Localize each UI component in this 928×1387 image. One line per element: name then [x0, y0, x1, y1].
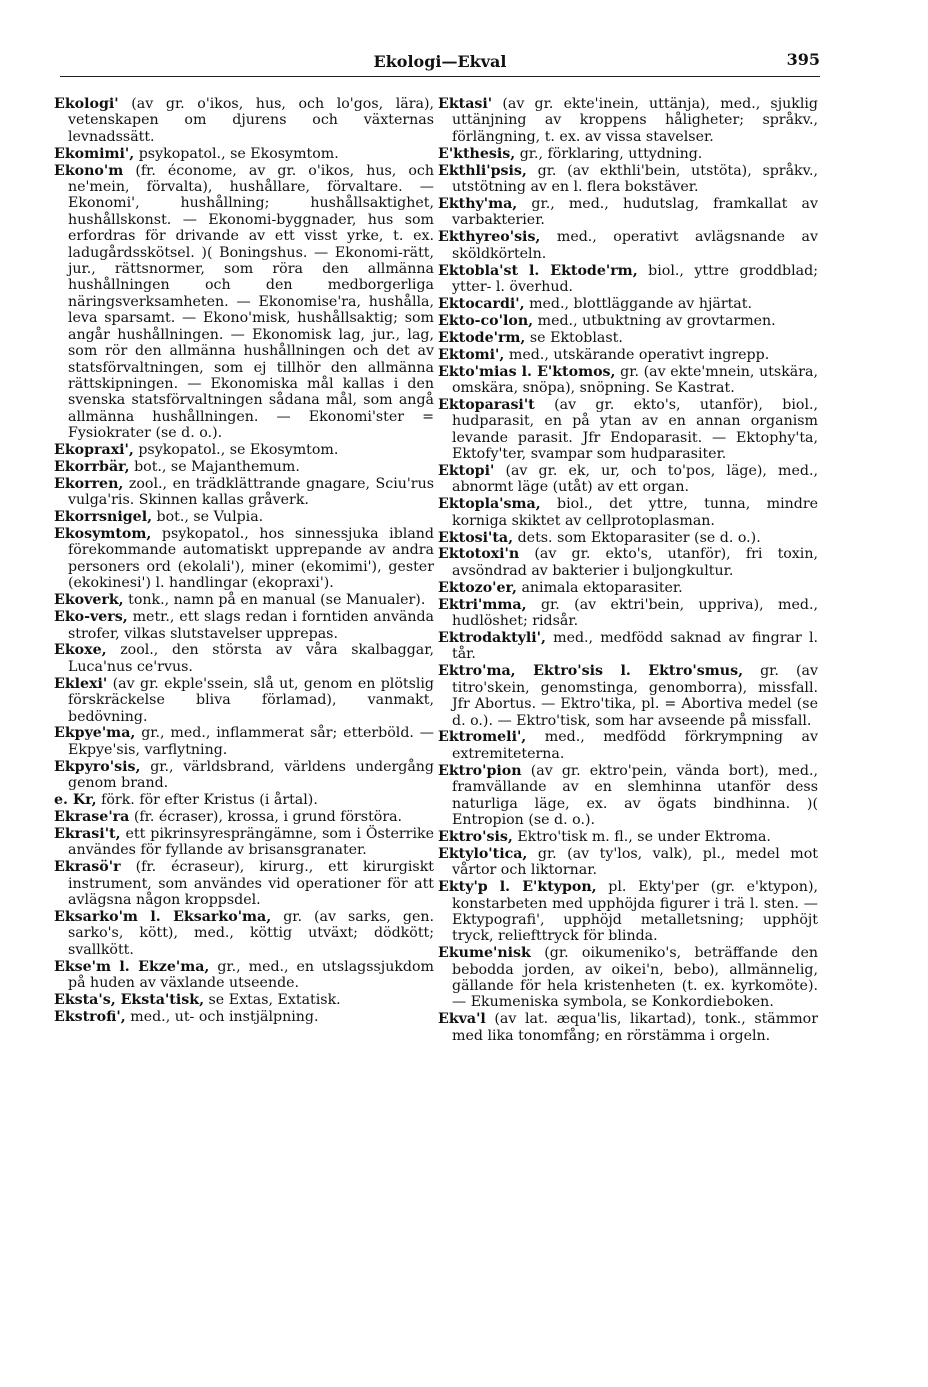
definition: (av gr. ekte'inein, uttänja), med., sjuklig uttänjning av kroppens håligheter; språkv., förlängning, t. ex. av vissa stavelser. — [452, 96, 818, 145]
dictionary-entry — [438, 546, 818, 579]
definition: pl. Ekty'per (gr. e'ktypon), konstarbeten med upphöjda figurer i trä l. sten. — Ektypografi', upphöjd metalletsning; upphöjt tryck, reliefttryck för blinda. — [452, 879, 818, 945]
dictionary-entry — [438, 146, 818, 162]
headword: Ektobla'st l. Ektode'rm, — [438, 262, 638, 279]
headword: Ekthyreo'sis, — [438, 229, 541, 246]
dictionary-entry — [54, 725, 434, 758]
definition: psykopatol., se Ekosymtom. — [138, 145, 339, 162]
headword: Ekoverk, — [54, 592, 124, 609]
definition: biol., det yttre, tunna, mindre korniga skiktet av cellprotoplasman. — [452, 496, 819, 529]
dictionary-entry — [54, 526, 434, 592]
dictionary-entry — [54, 792, 434, 808]
definition: (av lat. æqua'lis, likartad), tonk., stämmor med lika tonomfång; en rörstämma i orgeln. — [452, 1011, 818, 1044]
dictionary-entry — [438, 1011, 818, 1044]
headword: Ekthy'ma, — [438, 195, 518, 212]
definition: (av gr. ekto's, utanför), biol., hudparasit, en på ytan av en annan organism levande parasit. Jfr Endoparasit. — Ektophy'ta, Ektofy'ter, svampar som hudparasiter. — [452, 396, 819, 463]
definition: (av gr. o'ikos, hus, och lo'gos, lära), vetenskapen om djurens och växternas levnadssätt. — [68, 96, 435, 145]
dictionary-entry — [438, 846, 818, 879]
headword: Ekto'mias l. E'ktomos, — [438, 363, 616, 380]
dictionary-entry — [438, 496, 818, 529]
headword: Ekono'm — [54, 162, 124, 179]
dictionary-entry — [54, 476, 434, 509]
dictionary-entry — [438, 597, 818, 630]
dictionary-entry — [438, 663, 818, 729]
headword: Ekstrofi', — [54, 1008, 126, 1025]
definition: med., utskärande operativt ingrepp. — [508, 346, 770, 363]
headword: Ektoparasi't — [438, 396, 535, 413]
dictionary-entry — [438, 397, 818, 463]
headword: Ektopla'sma, — [438, 496, 541, 513]
definition: med., medfödd förkrympning av extremiteterna. — [452, 729, 818, 762]
headword: Ekorrbär, — [54, 458, 130, 475]
headword: Ekopraxi', — [54, 442, 134, 459]
definition: med., utbuktning av grovtarmen. — [537, 312, 776, 329]
dictionary-entry — [54, 1009, 434, 1025]
dictionary-entry — [54, 676, 434, 725]
dictionary-entry — [54, 442, 434, 458]
definition: psykopatol., hos sinnessjuka ibland förekommande automatiskt upprepande av andra personers ord (ekolali'), miner (ekomimi'), gester (ekokinesi') l. handlingar (ekopraxi'). — [68, 526, 434, 592]
headword: Ekrasö'r — [54, 859, 121, 876]
dictionary-entry — [54, 826, 434, 859]
headword: Eksta's, Eksta'tisk, — [54, 991, 205, 1008]
dictionary-entry — [438, 364, 818, 397]
dictionary-entry — [438, 296, 818, 312]
dictionary-entry — [54, 592, 434, 608]
definition: gr. (av titro'skein, genomstinga, genomborra), missfall. Jfr Abortus. — Ektro'tika, pl. = Abortiva medel (se d. o.). — Ektro'tisk, som har avseende på missfall. — [452, 663, 818, 729]
left-column — [54, 96, 434, 1026]
headword: Ekpye'ma, — [54, 725, 136, 742]
header-rule — [60, 76, 820, 77]
definition: med., blottläggande av hjärtat. — [529, 295, 752, 312]
headword: Ektotoxi'n — [438, 546, 520, 563]
definition: med., medfödd saknad av fingrar l. tår. — [452, 630, 818, 663]
running-title: Ekologi—Ekval — [373, 52, 507, 71]
headword: Eksarko'm l. Eksarko'ma, — [54, 908, 272, 925]
definition: gr. (av ty'los, valk), pl., medel mot vårtor och liktornar. — [452, 845, 818, 879]
headword: Ekume'nisk — [438, 945, 531, 962]
headword: Ekpyro'sis, — [54, 758, 141, 775]
definition: (gr. oikumeniko's, beträffande den bebodda jorden, av oikei'n, bebo), allmännelig, gällande för hela kristenheten (t. ex. kyrkomöte). — Ekumeniska symbola, se Konkordieboken. — [452, 945, 818, 1011]
headword: Ekthli'psis, — [438, 162, 527, 179]
definition: (fr. économe, av gr. o'ikos, hus, och ne'mein, förvalta), hushållare, förvaltare. — Ekonomi', hushållning; hushållsaktighet, hushållskonst. — Ekonomi-byggnader, hus som erfordras för drivande av ett visst yrke, t. ex. ladugårdsskötsel. )( Boningshus. — Ekonomi-rätt, jur., rättsnormer, som röra den allmänna hushållningen och den medborgerliga näringsverksamheten. — Ekonomise'ra, hushålla, leva sparsamt. — Ekono'misk, hushållsaktig; som angår hushållningen. — Ekonomisk lag, jur., lag, som rör den allmänna hushållningen och det av statsförvaltningen, som ej tillhör den allmänna rättskipningen. — Ekonomiska mål kallas i den svenska statsförvaltningen sådana mål, som angå allmänna hushållningen. — Ekonomi'ster = Fysiokrater (se d. o.). — [68, 162, 434, 442]
definition: gr., med., hudutslag, framkallat av varbakterier. — [452, 195, 818, 229]
dictionary-entry — [438, 163, 818, 196]
dictionary-entry — [54, 459, 434, 475]
definition: Ektro'tisk m. fl., se under Ektroma. — [517, 828, 771, 845]
dictionary-entry — [438, 763, 818, 829]
definition: (av gr. ek, ur, och to'pos, läge), med., abnormt läge (utåt) av ett organ. — [452, 462, 818, 496]
definition: psykopatol., se Ekosymtom. — [138, 442, 339, 459]
page-number: 395 — [786, 50, 820, 69]
dictionary-entry — [438, 196, 818, 229]
definition: metr., ett slags redan i forntiden använda strofer, vilkas slutstavelser upprepas. — [68, 609, 435, 642]
headword: e. Kr, — [54, 792, 97, 809]
dictionary-entry — [54, 509, 434, 525]
definition: gr., förklaring, uttydning. — [519, 145, 703, 162]
definition: gr., med., en utslagssjukdom på huden av växlande utseende. — [68, 958, 435, 992]
headword: Ektrodaktyli', — [438, 630, 546, 646]
headword: Ektro'ma, Ektro'sis l. Ektro'smus, — [438, 663, 744, 680]
definition: dets. som Ektoparasiter (se d. o.). — [517, 529, 761, 546]
dictionary-entry — [438, 313, 818, 329]
page-header — [60, 48, 820, 74]
definition: förk. för efter Kristus (i årtal). — [101, 792, 318, 809]
definition: (fr. écraseur), kirurg., ett kirurgiskt instrument, som användes vid operationer för att avlägsna någon kroppsdel. — [68, 859, 434, 908]
dictionary-entry — [54, 992, 434, 1008]
headword: Ektopi' — [438, 462, 495, 479]
headword: Ektri'mma, — [438, 596, 527, 613]
headword: Ektocardi', — [438, 295, 525, 312]
headword: Ektromeli', — [438, 729, 527, 746]
headword: Ektro'pion — [438, 762, 522, 779]
definition: gr. (av ekthli'bein, utstöta), språkv., utstötning av en l. flera bokstäver. — [452, 162, 818, 196]
headword: Ektosi'ta, — [438, 529, 514, 546]
definition: zool., en trädklättrande gnagare, Sciu'rus vulga'ris. Skinnen kallas gråverk. — [68, 475, 434, 509]
headword: E'kthesis, — [438, 145, 516, 162]
definition: (av gr. ekple'ssein, slå ut, genom en plötslig förskräckelse bliva förlamad), vanmakt, bedövning. — [68, 675, 435, 725]
headword: Eklexi' — [54, 675, 108, 692]
dictionary-entry — [54, 759, 434, 792]
headword: Ekva'l — [438, 1011, 486, 1028]
dictionary-entry — [438, 330, 818, 346]
definition: gr. (av sarks, gen. sarko's, kött), med., köttig utväxt; dödkött; svallkött. — [68, 908, 435, 958]
definition: zool., den största av våra skalbaggar, Luca'nus ce'rvus. — [68, 642, 434, 675]
headword: Ektozo'er, — [438, 579, 517, 596]
headword: Ektode'rm, — [438, 329, 526, 346]
definition: med., operativt avlägsnande av sköldkörteln. — [452, 229, 818, 262]
definition: (fr. écraser), krossa, i grund förstöra. — [133, 808, 403, 825]
headword: Ekorrsnigel, — [54, 509, 153, 526]
definition: bot., se Vulpia. — [156, 509, 264, 526]
definition: (av gr. ektro'pein, vända bort), med., framvällande av en slemhinna utanför dess naturliga läge, ex. av ögats bindhinna. )( Entropion (se d. o.). — [452, 762, 818, 828]
headword: Ektylo'tica, — [438, 845, 528, 862]
dictionary-entry — [438, 580, 818, 596]
dictionary-entry — [438, 729, 818, 762]
headword: Ekosymtom, — [54, 526, 152, 543]
definition: biol., yttre groddblad; ytter- l. överhud. — [452, 262, 818, 295]
dictionary-entry — [54, 959, 434, 992]
dictionary-entry — [54, 609, 434, 642]
dictionary-entry — [438, 829, 818, 845]
definition: se Ektoblast. — [529, 329, 623, 346]
definition: bot., se Majanthemum. — [134, 458, 300, 475]
dictionary-entry — [438, 229, 818, 262]
definition: med., ut- och instjälpning. — [130, 1008, 319, 1025]
headword: Ektro'sis, — [438, 828, 513, 845]
dictionary-entry — [438, 530, 818, 546]
headword: Ekty'p l. E'ktypon, — [438, 879, 597, 896]
dictionary-entry — [54, 909, 434, 958]
definition: tonk., namn på en manual (se Manualer). — [128, 592, 426, 609]
dictionary-entry — [438, 96, 818, 145]
dictionary-entry — [438, 945, 818, 1011]
headword: Ekoxe, — [54, 642, 107, 659]
headword: Ekorren, — [54, 475, 124, 492]
headword: Ekse'm l. Ekze'ma, — [54, 958, 210, 975]
dictionary-entry — [438, 463, 818, 496]
definition: ett pikrinsyresprängämne, som i Österrike användes för fyllande av brisansgranater. — [68, 825, 434, 859]
dictionary-entry — [54, 642, 434, 675]
headword: Ekrasi't, — [54, 825, 121, 842]
definition: gr. (av ekte'mnein, utskära, omskära, snöpa), snöpning. Se Kastrat. — [452, 363, 818, 396]
headword: Ektomi', — [438, 346, 505, 363]
definition: gr., med., inflammerat sår; etterböld. — Ekpye'sis, varflytning. — [68, 725, 434, 758]
dictionary-entry — [54, 96, 434, 145]
headword: Eko-vers, — [54, 609, 128, 626]
headword: Ekomimi', — [54, 145, 135, 162]
definition: animala ektoparasiter. — [521, 579, 683, 596]
definition: gr., världsbrand, världens undergång genom brand. — [68, 758, 435, 792]
headword: Ekrase'ra — [54, 808, 130, 825]
dictionary-entry — [54, 859, 434, 908]
dictionary-entry — [54, 163, 434, 442]
headword: Ekto-co'lon, — [438, 312, 534, 329]
dictionary-entry — [438, 879, 818, 945]
dictionary-entry — [54, 809, 434, 825]
dictionary-entry — [438, 347, 818, 363]
dictionary-entry — [438, 630, 818, 663]
dictionary-entry — [438, 263, 818, 296]
definition: se Extas, Extatisk. — [208, 991, 341, 1008]
definition: (av gr. ekto's, utanför), fri toxin, avsöndrad av bakterier i buljongkultur. — [452, 546, 818, 579]
right-column — [438, 96, 818, 1045]
headword: Ekologi' — [54, 96, 119, 112]
definition: gr. (av ektri'bein, uppriva), med., hudlöshet; ridsår. — [452, 596, 818, 630]
headword: Ektasi' — [438, 96, 493, 112]
dictionary-entry — [54, 146, 434, 162]
